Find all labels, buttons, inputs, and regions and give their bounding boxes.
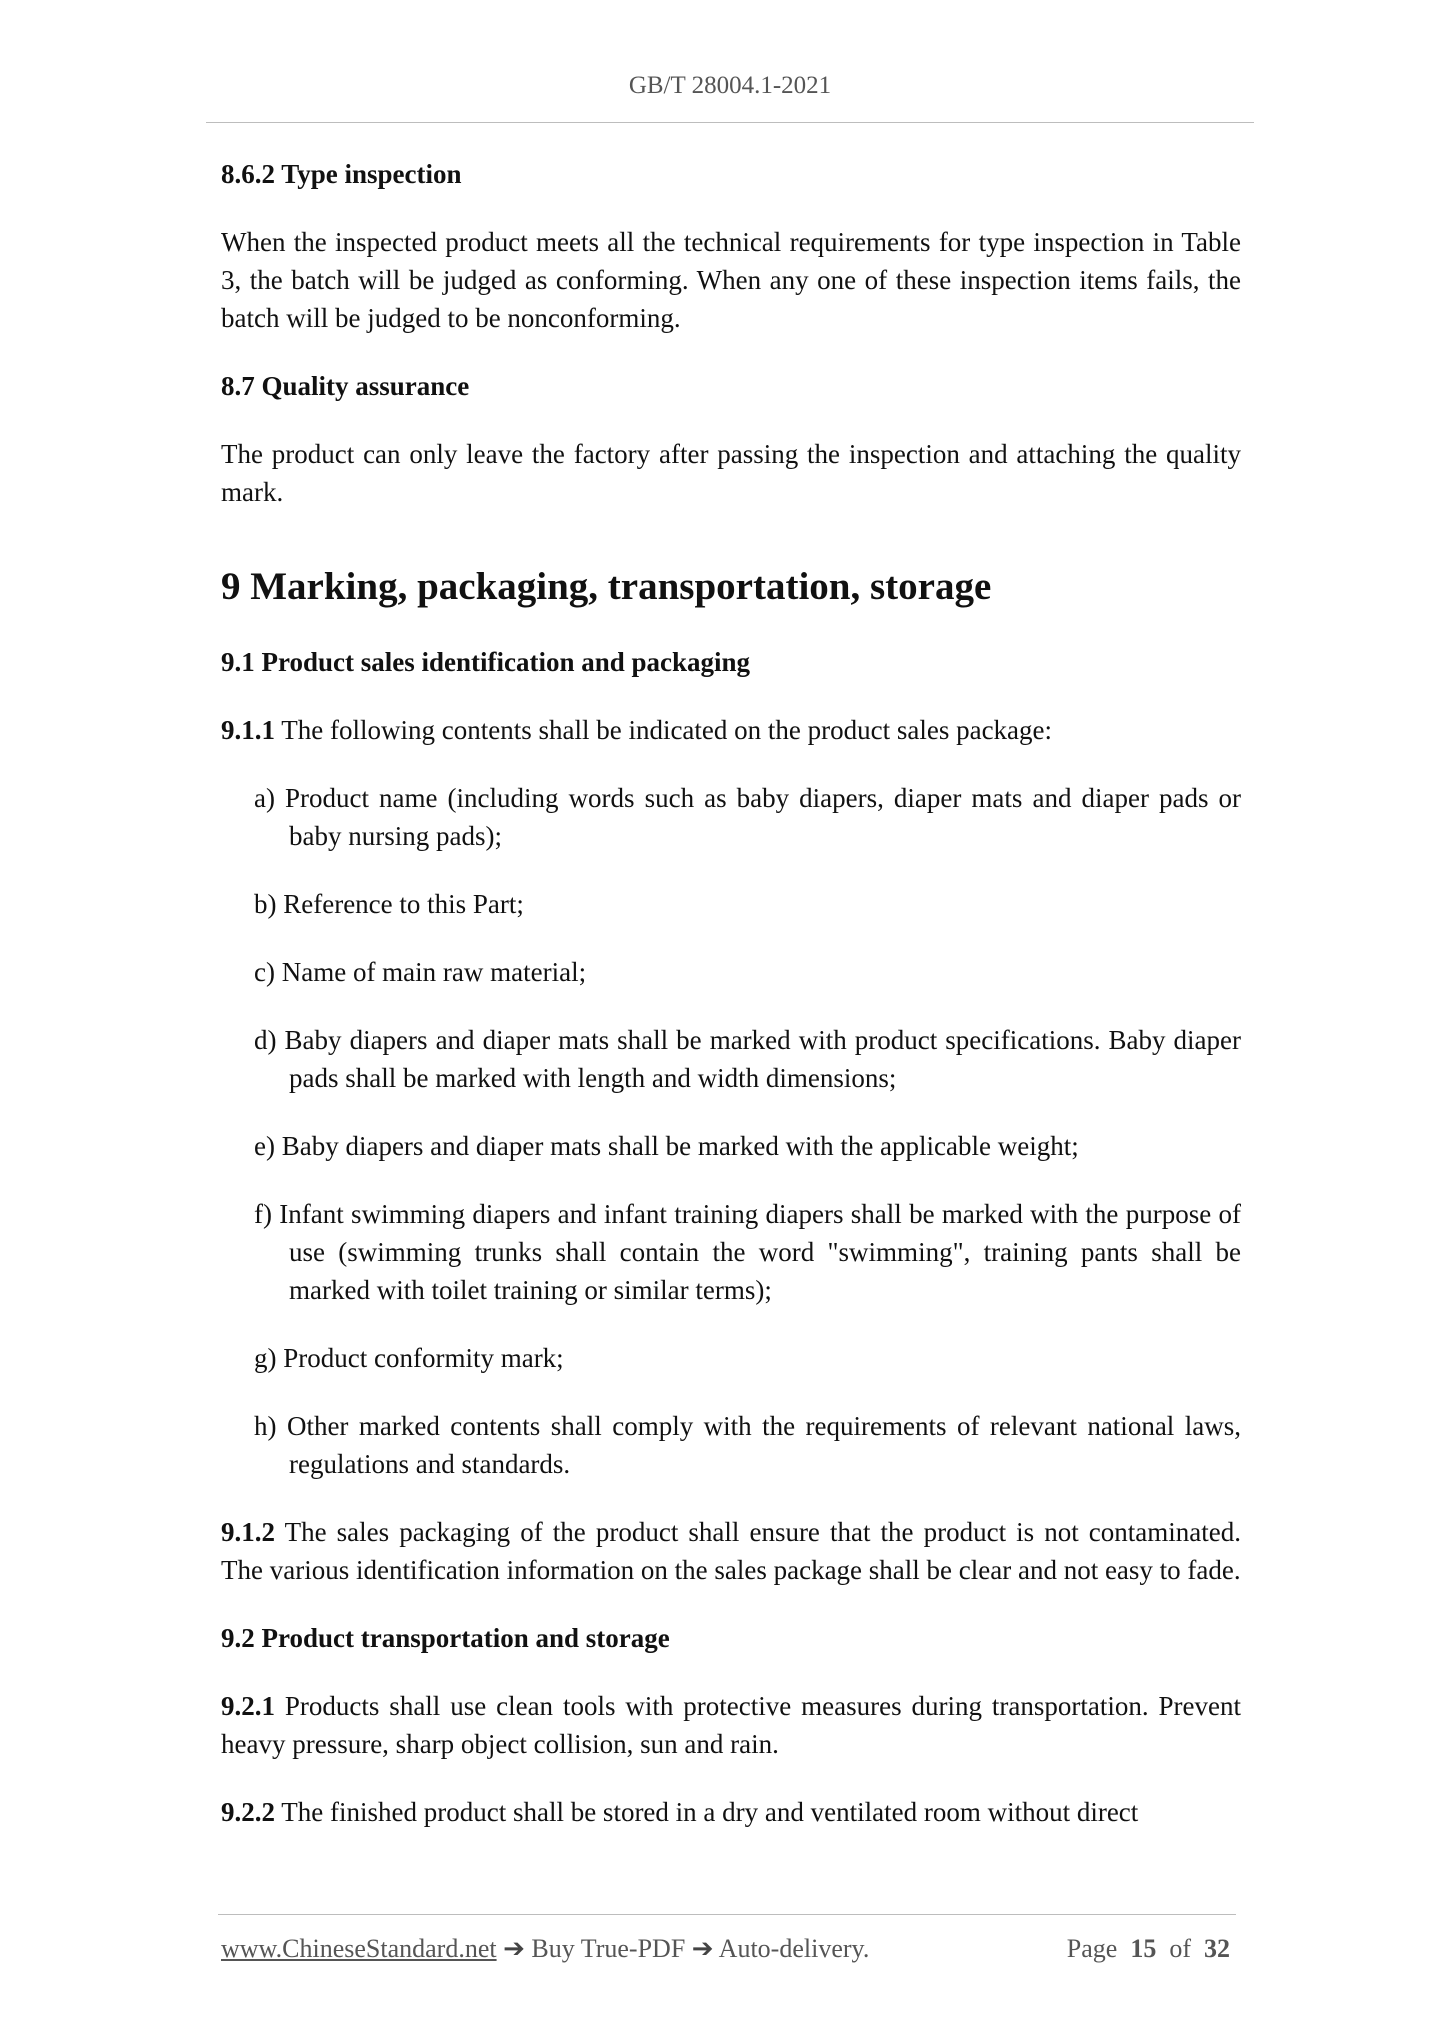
list-item: d) Baby diapers and diaper mats shall be marked with product specifications. Baby diaper pads shall be marked with length and width dimensions;: [254, 1025, 1241, 1093]
heading-8-6-2: 8.6.2 Type inspection: [221, 159, 462, 189]
page-total: 32: [1204, 1934, 1230, 1963]
list-item: b) Reference to this Part;: [254, 889, 524, 919]
footer-promo: [221, 1934, 869, 1964]
heading-9-2: 9.2 Product transportation and storage: [221, 1623, 670, 1653]
arrow-right-icon: ➔: [503, 1934, 525, 1963]
list-item: a) Product name (including words such as baby diapers, diaper mats and diaper pads or baby nursing pads);: [254, 783, 1241, 851]
footer-divider: [218, 1914, 1236, 1915]
clause-text: Products shall use clean tools with protective measures during transportation. Prevent heavy pressure, sharp object collision, sun and rain.: [221, 1691, 1241, 1759]
paragraph-8-6-2: When the inspected product meets all the technical requirements for type inspection in Table 3, the batch will be judged as conforming. When any one of these inspection items fails, the batch will be judged to be nonconforming.: [221, 227, 1241, 333]
page-number: 15: [1130, 1934, 1157, 1963]
arrow-right-icon: ➔: [691, 1934, 714, 1963]
clause-number: 9.1.1: [221, 715, 275, 745]
paragraph-9-2-1: [221, 1687, 1241, 1763]
header-divider: [206, 122, 1254, 123]
heading-9-1: 9.1 Product sales identification and packaging: [221, 647, 751, 677]
clause-text: The finished product shall be stored in a dry and ventilated room without direct: [281, 1797, 1139, 1827]
clause-number: 9.1.2: [221, 1517, 275, 1547]
running-header: GB/T 28004.1-2021: [628, 72, 832, 99]
of-label: of: [1169, 1934, 1191, 1963]
clause-text: The sales packaging of the product shall ensure that the product is not contaminated. The various identification information on the sales package shall be clear and not easy to fade.: [221, 1517, 1241, 1585]
paragraph-9-2-2: [221, 1793, 1241, 1831]
heading-8-7: 8.7 Quality assurance: [221, 371, 470, 401]
delivery-text: Auto-delivery.: [718, 1934, 870, 1963]
page-content: [221, 155, 1241, 1861]
clause-text: The following contents shall be indicated on the product sales package:: [281, 715, 1053, 745]
clause-number: 9.2.1: [221, 1691, 275, 1721]
buy-text: Buy True-PDF: [531, 1934, 686, 1963]
paragraph-8-7: The product can only leave the factory after passing the inspection and attaching the quality mark.: [221, 439, 1241, 507]
paragraph-9-1-1: [221, 711, 1241, 749]
list-item: h) Other marked contents shall comply with the requirements of relevant national laws, regulations and standards.: [254, 1411, 1241, 1479]
paragraph-9-1-2: [221, 1513, 1241, 1589]
list-item: f) Infant swimming diapers and infant training diapers shall be marked with the purpose of use (swimming trunks shall contain the word "swimming", training pants shall be marked with toilet training or similar terms);: [254, 1199, 1241, 1305]
list-item: c) Name of main raw material;: [254, 957, 587, 987]
heading-9: 9 Marking, packaging, transportation, storage: [221, 565, 992, 608]
website-link[interactable]: www.ChineseStandard.net: [221, 1934, 497, 1963]
page-indicator: [1067, 1934, 1230, 1964]
page-label: Page: [1066, 1934, 1118, 1963]
clause-number: 9.2.2: [221, 1797, 275, 1827]
list-item: g) Product conformity mark;: [254, 1343, 564, 1373]
list-item: e) Baby diapers and diaper mats shall be marked with the applicable weight;: [254, 1131, 1079, 1161]
